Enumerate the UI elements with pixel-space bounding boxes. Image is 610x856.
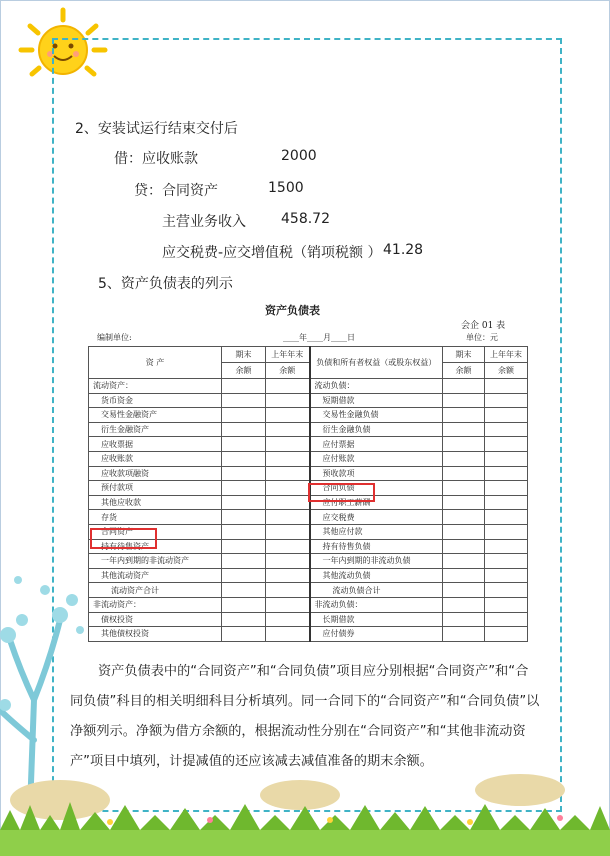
left-item: 其他债权投资 — [89, 627, 222, 642]
currency-label: 单位：元 — [466, 333, 498, 342]
debit-amount: 2000 — [281, 148, 317, 164]
section-title: 5、资产负债表的列示 — [98, 276, 233, 292]
table-row — [89, 568, 528, 583]
right-item: 其他流动负债 — [310, 568, 443, 583]
tax-label: 应交税费-应交增值税（销项税额 ） — [162, 245, 382, 261]
highlight-contract-liabilities — [308, 483, 375, 502]
left-item: 交易性金融资产 — [89, 408, 222, 423]
assets-header: 资 产 — [89, 347, 222, 379]
table-row — [89, 451, 528, 466]
table-header-row — [89, 347, 528, 363]
right-item: 其他应付款 — [310, 524, 443, 539]
right-item: 流动负债： — [310, 379, 443, 394]
left-item: 存货 — [89, 510, 222, 525]
table-row — [89, 466, 528, 481]
left-item: 货币资金 — [89, 393, 222, 408]
entry-heading: 2、安装试运行结束交付后 — [75, 121, 238, 137]
left-item: 其他应收款 — [89, 495, 222, 510]
right-item: 短期借款 — [310, 393, 443, 408]
left-item: 其他流动资产 — [89, 568, 222, 583]
right-item: 应付账款 — [310, 451, 443, 466]
date-line: ____年____月____日 — [283, 333, 355, 342]
table-row — [89, 379, 528, 394]
col-begin-top-right: 上年年末 — [485, 347, 528, 363]
table-row — [89, 408, 528, 423]
left-item: 应收票据 — [89, 437, 222, 452]
left-item: 应收账款 — [89, 451, 222, 466]
left-item: 债权投资 — [89, 612, 222, 627]
credit-label: 贷：合同资产 — [134, 183, 218, 199]
left-item: 流动资产合计 — [89, 583, 222, 598]
right-item: 应付票据 — [310, 437, 443, 452]
col-end-bottom-right: 余额 — [443, 363, 485, 379]
table-row — [89, 627, 528, 642]
left-item-contract-assets: 合同资产 — [89, 524, 222, 539]
col-begin-bottom-right: 余额 — [485, 363, 528, 379]
right-item: 预收款项 — [310, 466, 443, 481]
right-item: 持有待售负债 — [310, 539, 443, 554]
right-item: 应付职工薪酬 — [310, 495, 443, 510]
right-item: 一年内到期的非流动负债 — [310, 554, 443, 569]
right-item: 应付债券 — [310, 627, 443, 642]
right-item: 长期借款 — [310, 612, 443, 627]
col-end-top-right: 期末 — [443, 347, 485, 363]
left-item: 预付款项 — [89, 481, 222, 496]
highlight-contract-assets — [90, 528, 157, 549]
col-begin-bottom: 余额 — [266, 363, 310, 379]
col-begin-top: 上年年末 — [266, 347, 310, 363]
table-row — [89, 510, 528, 525]
table-row — [89, 612, 528, 627]
left-item: 一年内到期的非流动资产 — [89, 554, 222, 569]
debit-label: 借：应收账款 — [114, 151, 198, 167]
credit-amount: 1500 — [268, 180, 304, 196]
explanation-paragraph: 资产负债表中的“合同资产”和“合同负债”项目应分别根据“合同资产”和“合同负债”科目的相关明细科目分析填列。同一合同下的“合同资产”和“合同负债”以净额列示。净额为借方余额的，根据流动性分别在“合同资产”和“其他非流动资产”项目中填列，计提减值的还应该减去减值准备的期末余额。 — [70, 664, 540, 769]
col-end-top: 期末 — [222, 347, 266, 363]
right-item: 非流动负债： — [310, 597, 443, 612]
sheet-title: 资产负债表 — [265, 304, 320, 317]
right-item: 衍生金融负债 — [310, 422, 443, 437]
unit-label: 编制单位: — [97, 333, 132, 342]
tax-amount: 41.28 — [383, 242, 424, 258]
table-row — [89, 437, 528, 452]
left-item: 流动资产： — [89, 379, 222, 394]
left-item: 非流动资产： — [89, 597, 222, 612]
left-item: 应收款项融资 — [89, 466, 222, 481]
table-row — [89, 583, 528, 598]
right-item: 应交税费 — [310, 510, 443, 525]
right-item: 交易性金融负债 — [310, 408, 443, 423]
table-row — [89, 554, 528, 569]
liabilities-header: 负债和所有者权益（或股东权益） — [310, 347, 443, 379]
form-number: 会企 01 表 — [461, 321, 506, 331]
col-end-bottom: 余额 — [222, 363, 266, 379]
revenue-amount: 458.72 — [281, 211, 330, 227]
table-row — [89, 422, 528, 437]
revenue-label: 主营业务收入 — [162, 214, 246, 230]
table-row — [89, 597, 528, 612]
left-item: 持有待售资产 — [89, 539, 222, 554]
right-item: 流动负债合计 — [310, 583, 443, 598]
right-item-contract-liabilities: 合同负债 — [310, 481, 443, 496]
table-row — [89, 393, 528, 408]
left-item: 衍生金融资产 — [89, 422, 222, 437]
